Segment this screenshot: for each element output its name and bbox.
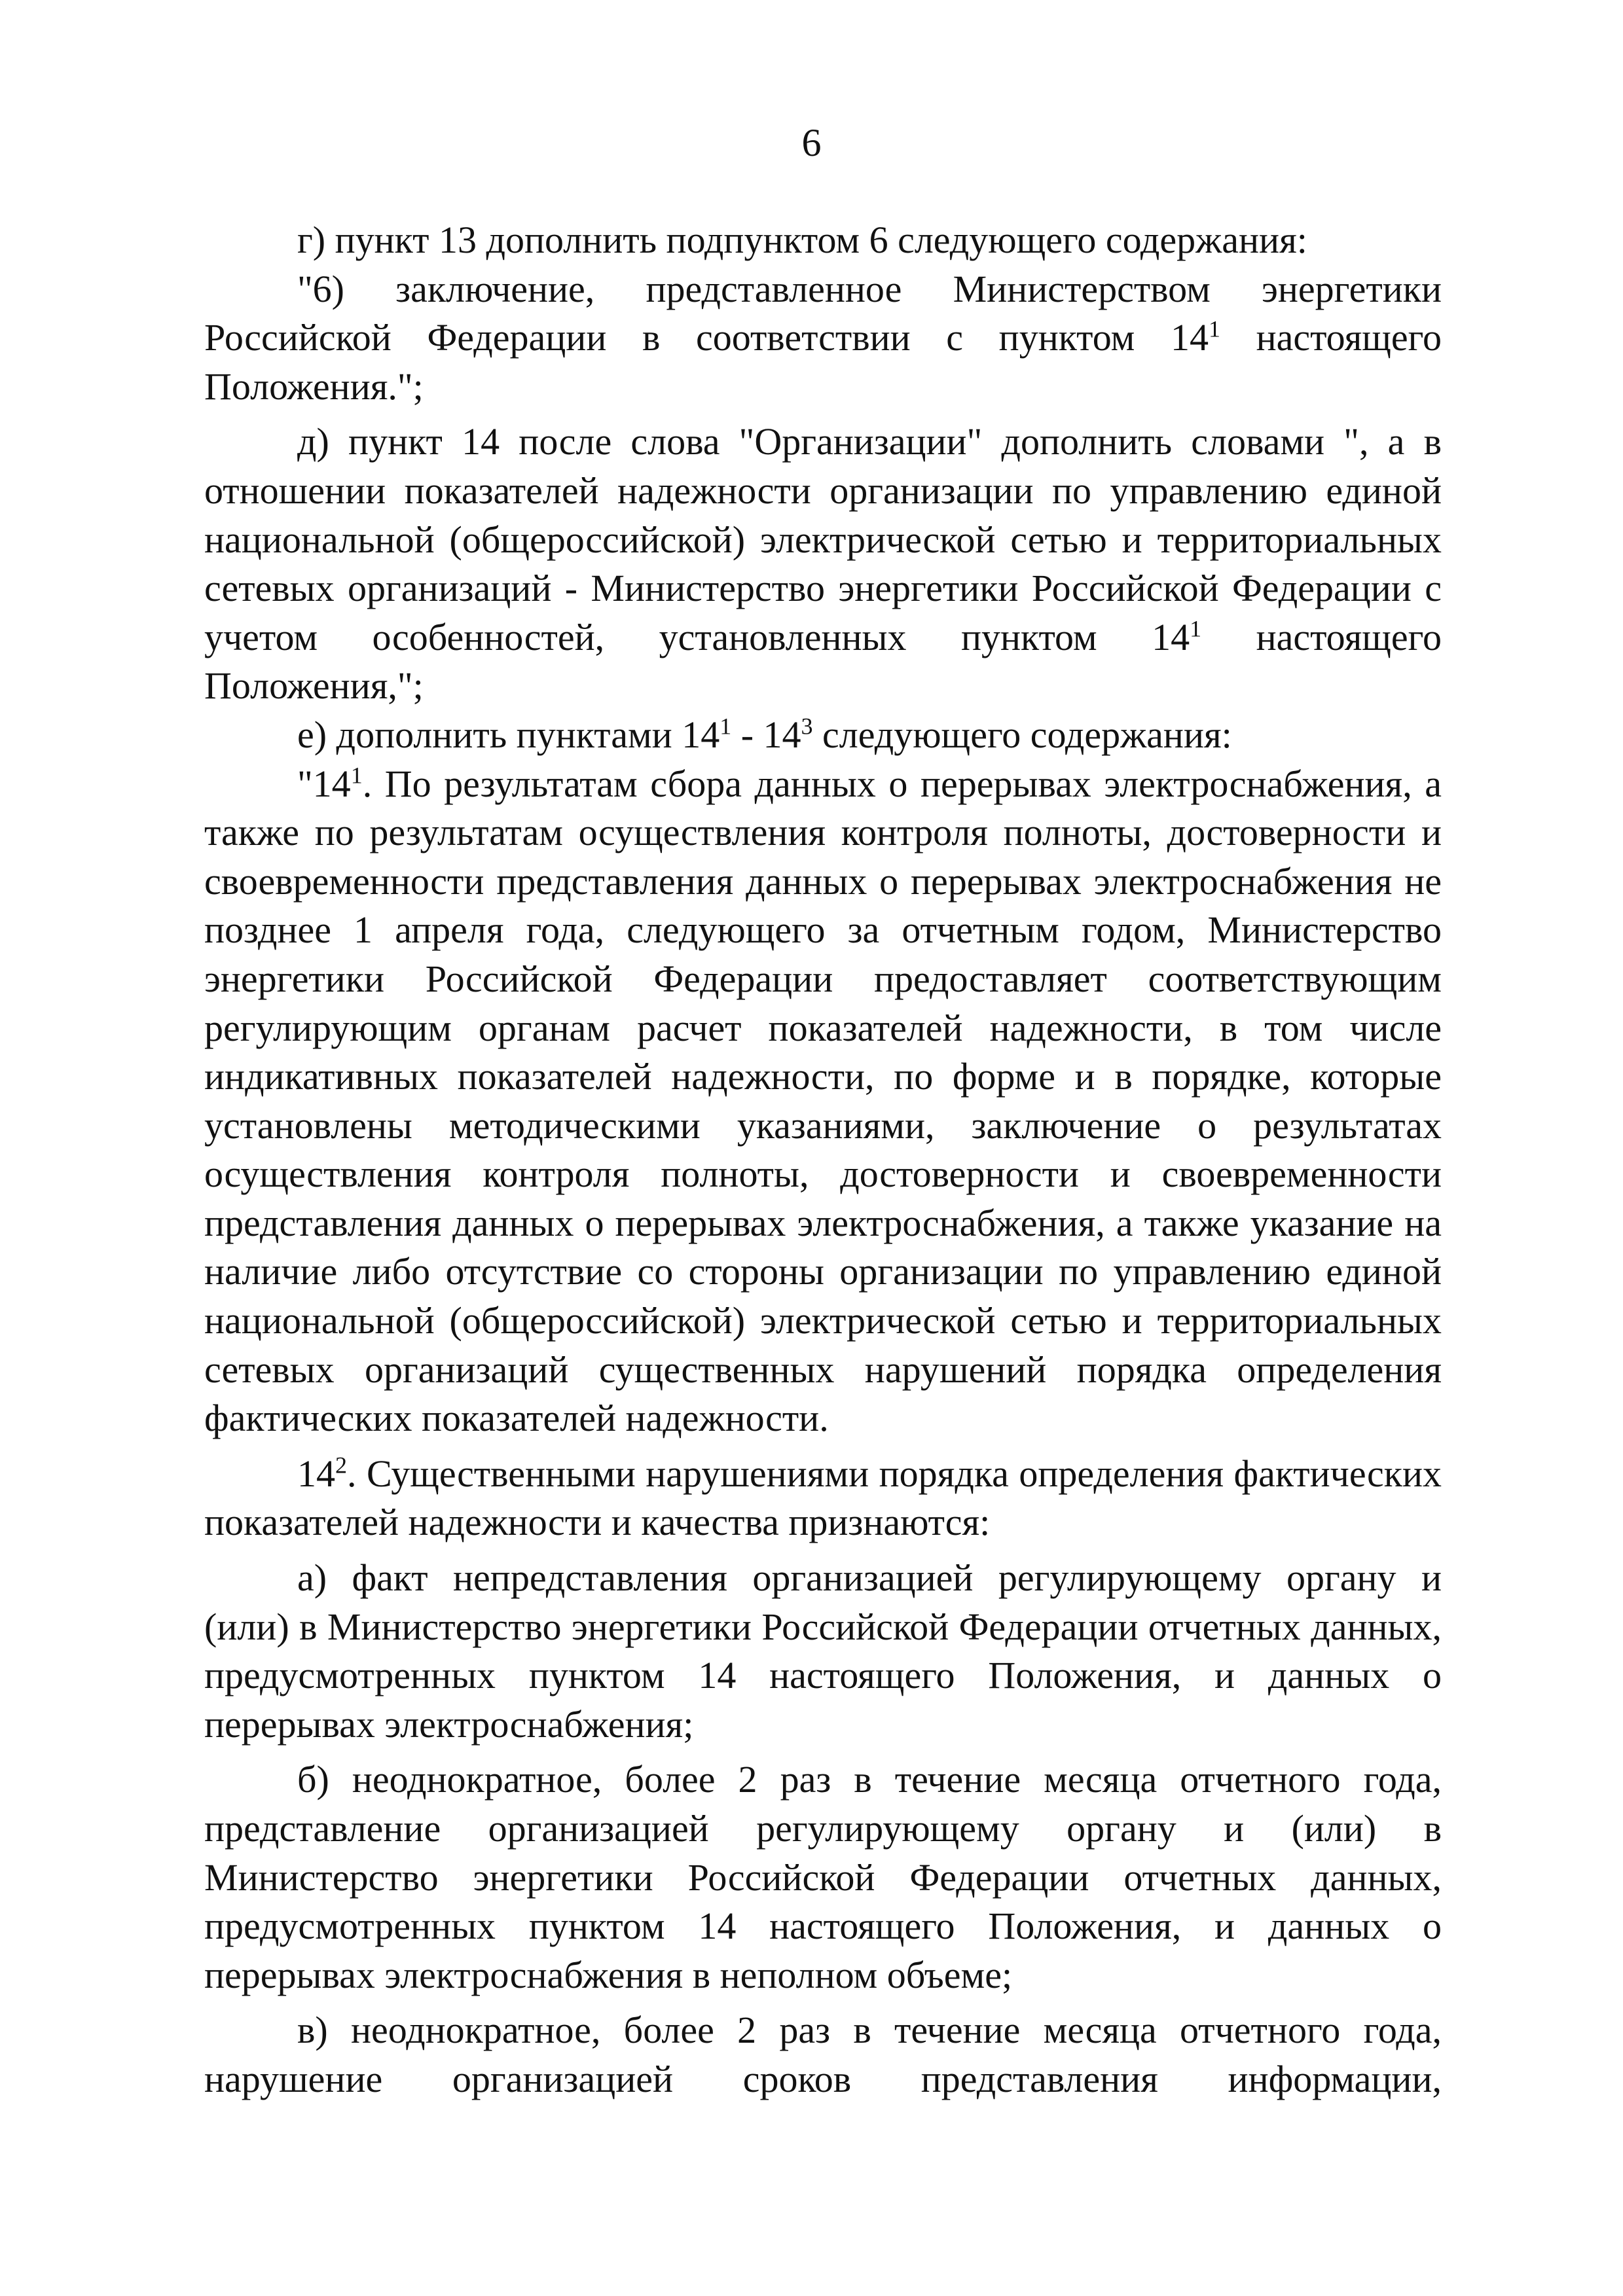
- superscript-2: 2: [335, 1452, 347, 1479]
- paragraph-14-2-text: . Существенными нарушениями порядка определения фактических показателей надежности и качества признаются:: [204, 1452, 1442, 1544]
- paragraph-14-2-number: 14: [297, 1452, 335, 1495]
- document-body: [204, 216, 1442, 2104]
- paragraph-d-text-end: настоящего Положения,";: [204, 615, 1442, 708]
- paragraph-14-1-text: . По результатам сбора данных о перерывах электроснабжения, а также по результатам осуществления контроля полноты, достоверности и своевременности представления данных о перерывах электроснабжения не позднее 1 апреля года, следующего за отчетным годом, Министерство энергетики Российской Федерации предоставляет соответствующим регулирующим органам расчет показателей надежности, в том числе индикативных показателей надежности, по форме и в порядке, которые установлены методическими указаниями, заключение о результатах осуществления контроля полноты, достоверности и своевременности представления данных о перерывах электроснабжения, а также указание на наличие либо отсутствие со стороны организации по управлению единой национальной (общероссийской) электрической сетью и территориальных сетевых организаций существенных нарушений порядка определения фактических показателей надежности.: [204, 762, 1442, 1440]
- paragraph-v: в) неоднократное, более 2 раз в течение месяца отчетного года, нарушение организацией сроков представления информации,: [204, 2009, 1442, 2100]
- paragraph-e-text-3: следующего содержания:: [812, 713, 1232, 756]
- superscript-1: 1: [350, 762, 363, 789]
- superscript-3: 3: [801, 713, 813, 740]
- superscript-1: 1: [720, 713, 732, 740]
- subitem-6-text-end: настоящего Положения.";: [204, 316, 1442, 408]
- paragraph-14-2: [204, 1450, 1442, 1547]
- superscript-1: 1: [1208, 315, 1220, 342]
- paragraph-d-text-start: д) пункт 14 после слова "Организации" дополнить словами ", а в отношении показателей надежности организации по управлению единой национальной (общероссийской) электрической сетью и территориальных сетевых организаций - Министерство энергетики Российской Федерации с учетом особенностей, установленных пунктом 14: [204, 420, 1442, 658]
- paragraph-e-text-2: - 14: [731, 713, 801, 756]
- subitem-6-text-start: "6) заключение, представленное Министерством энергетики Российской Федерации в соответствии с пунктом 14: [204, 267, 1442, 359]
- page-number: 6: [801, 121, 822, 164]
- paragraph-a: а) факт непредставления организацией регулирующему органу и (или) в Министерство энергетики Российской Федерации отчетных данных, предусмотренных пунктом 14 настоящего Положения, и данных о перерывах электроснабжения;: [204, 1556, 1442, 1746]
- paragraph-e: [204, 711, 1442, 760]
- paragraph-14-1-number: "14: [297, 762, 351, 805]
- paragraph-b: б) неоднократное, более 2 раз в течение месяца отчетного года, представление организацией регулирующему органу и (или) в Министерство энергетики Российской Федерации отчетных данных, предусмотренных пунктом 14 настоящего Положения, и данных о перерывах электроснабжения в неполном объеме;: [204, 1758, 1442, 1996]
- paragraph-e-text-1: е) дополнить пунктами 14: [297, 713, 720, 756]
- paragraph-subitem-6: [204, 265, 1442, 412]
- superscript-1: 1: [1190, 615, 1202, 642]
- paragraph-d: [204, 418, 1442, 711]
- paragraph-g: г) пункт 13 дополнить подпунктом 6 следующего содержания:: [297, 219, 1307, 261]
- paragraph-14-1: [204, 760, 1442, 1443]
